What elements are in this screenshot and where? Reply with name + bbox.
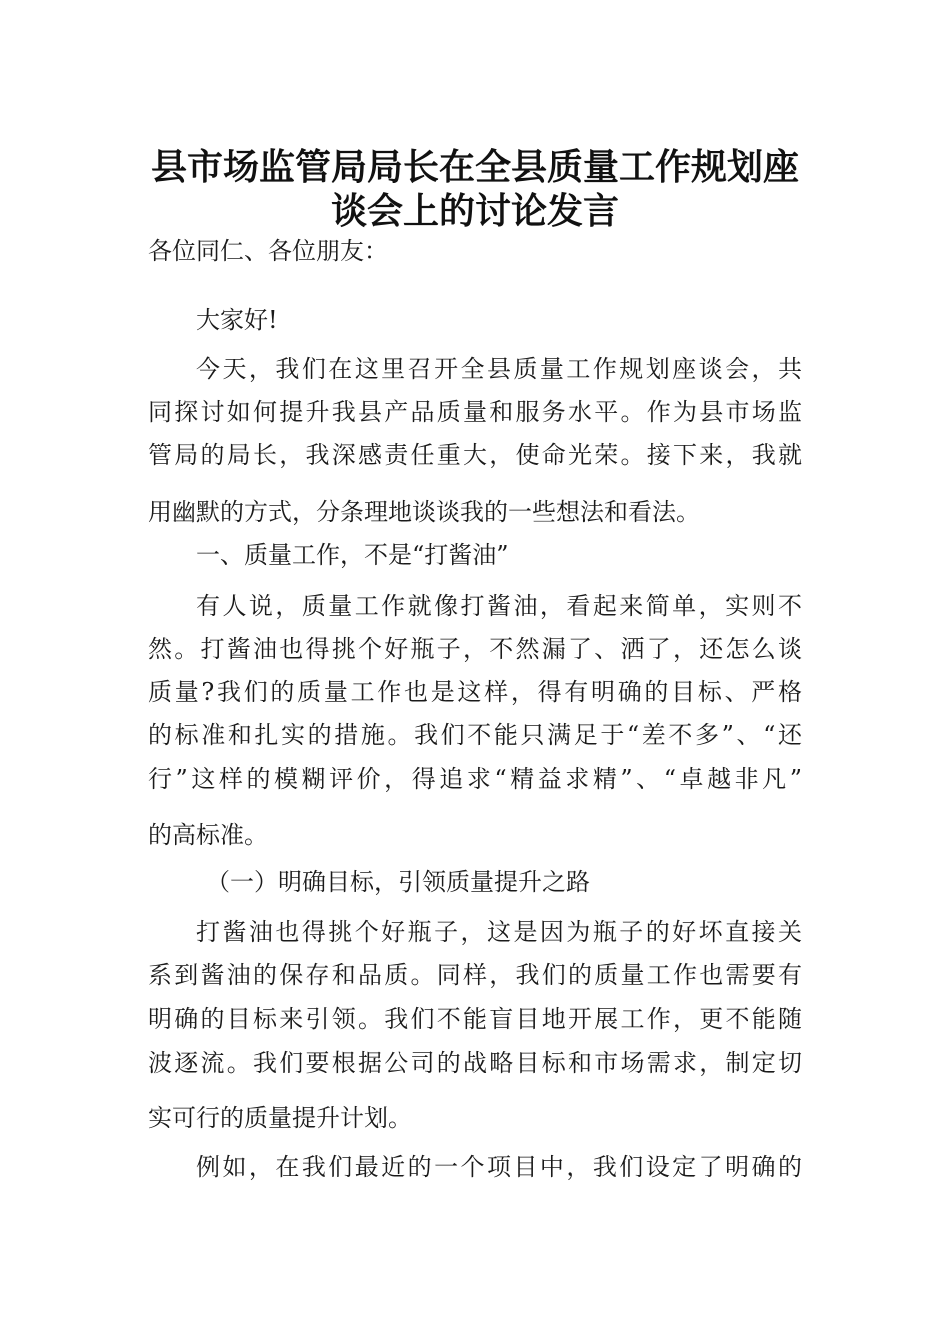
- paragraph-2-line-2: 然。打酱油也得挑个好瓶子，不然漏了、洒了，还怎么谈: [148, 635, 802, 663]
- paragraph-3-line-3: 明确的目标来引领。我们不能盲目地开展工作，更不能随: [148, 1005, 802, 1033]
- paragraph-2-line-1: 有人说，质量工作就像打酱油，看起来简单，实则不: [196, 592, 802, 620]
- greeting: 大家好!: [196, 306, 278, 334]
- paragraph-1-line-3: 管局的局长，我深感责任重大，使命光荣。接下来，我就: [148, 441, 802, 469]
- paragraph-2-line-6: 的高标准。: [148, 821, 268, 849]
- paragraph-3-line-5: 实可行的质量提升计划。: [148, 1104, 412, 1132]
- section-heading-1: 一、质量工作，不是“打酱油”: [196, 541, 509, 569]
- salutation: 各位同仁、各位朋友：: [148, 237, 388, 265]
- document-title-line-1: 县市场监管局局长在全县质量工作规划座: [150, 147, 799, 188]
- paragraph-3-line-2: 系到酱油的保存和品质。同样，我们的质量工作也需要有: [148, 961, 802, 989]
- paragraph-2-line-5: 行”这样的模糊评价，得追求“精益求精”、“卓越非凡”: [148, 765, 802, 793]
- paragraph-1-line-1: 今天，我们在这里召开全县质量工作规划座谈会，共: [196, 355, 802, 383]
- paragraph-3-line-1: 打酱油也得挑个好瓶子，这是因为瓶子的好坏直接关: [196, 918, 802, 946]
- paragraph-1-line-2: 同探讨如何提升我县产品质量和服务水平。作为县市场监: [148, 398, 802, 426]
- paragraph-1-line-4: 用幽默的方式，分条理地谈谈我的一些想法和看法。: [148, 498, 700, 526]
- paragraph-3-line-4: 波逐流。我们要根据公司的战略目标和市场需求，制定切: [148, 1049, 802, 1077]
- paragraph-2-line-3: 质量?我们的质量工作也是这样，得有明确的目标、严格: [148, 678, 802, 706]
- document-title-line-2: 谈会上的讨论发言: [330, 191, 619, 232]
- subsection-heading-1: （一）明确目标，引领质量提升之路: [206, 868, 590, 896]
- paragraph-4-line-1: 例如，在我们最近的一个项目中，我们设定了明确的: [196, 1153, 802, 1181]
- paragraph-2-line-4: 的标准和扎实的措施。我们不能只满足于“差不多”、“还: [148, 721, 802, 749]
